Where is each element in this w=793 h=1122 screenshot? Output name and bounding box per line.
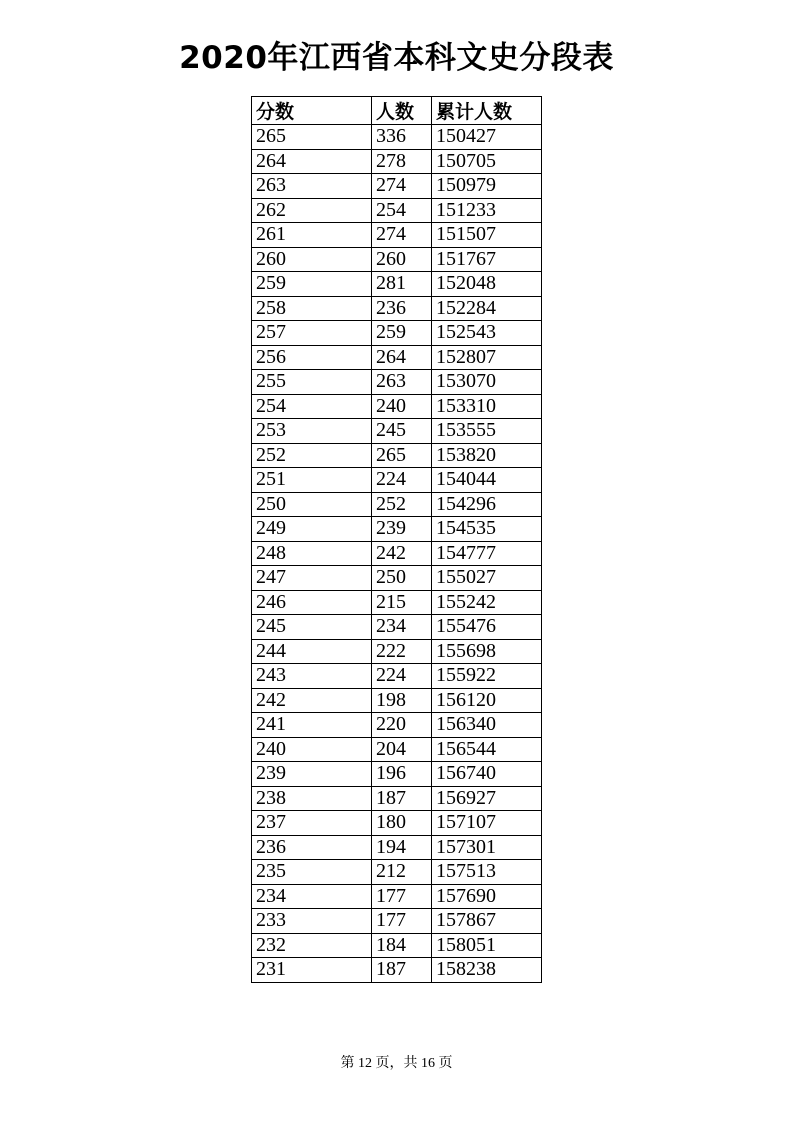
cell-score: 235 [252,860,372,885]
cell-count: 252 [372,492,432,517]
cell-cumulative: 154777 [432,541,542,566]
table-row [252,419,542,444]
cell-count: 336 [372,125,432,150]
cell-score: 242 [252,688,372,713]
table-row [252,198,542,223]
cell-score: 244 [252,639,372,664]
cell-count: 259 [372,321,432,346]
table-row [252,272,542,297]
cell-count: 224 [372,468,432,493]
table-row [252,394,542,419]
cell-cumulative: 157690 [432,884,542,909]
cell-score: 263 [252,174,372,199]
cell-cumulative: 157867 [432,909,542,934]
table-row [252,345,542,370]
cell-count: 281 [372,272,432,297]
cell-count: 196 [372,762,432,787]
cell-count: 274 [372,174,432,199]
cell-score: 231 [252,958,372,983]
header-cumulative: 累计人数 [432,97,542,125]
cell-cumulative: 157301 [432,835,542,860]
cell-score: 250 [252,492,372,517]
table-row [252,884,542,909]
page-footer: 第 12 页，共 16 页 [340,1056,453,1071]
page-title: 2020年江西省本科文史分段表 [179,40,614,76]
cell-cumulative: 153310 [432,394,542,419]
header-count: 人数 [372,97,432,125]
cell-cumulative: 155698 [432,639,542,664]
table-body [252,125,542,983]
cell-count: 264 [372,345,432,370]
cell-count: 187 [372,958,432,983]
cell-score: 239 [252,762,372,787]
cell-score: 256 [252,345,372,370]
header-score: 分数 [252,97,372,125]
cell-cumulative: 158238 [432,958,542,983]
table-row [252,664,542,689]
table-row [252,688,542,713]
cell-count: 239 [372,517,432,542]
table-row [252,370,542,395]
cell-score: 252 [252,443,372,468]
cell-cumulative: 151507 [432,223,542,248]
table-row [252,762,542,787]
table-row [252,541,542,566]
cell-score: 238 [252,786,372,811]
cell-score: 249 [252,517,372,542]
table-row [252,174,542,199]
cell-score: 245 [252,615,372,640]
table-row [252,737,542,762]
cell-cumulative: 151767 [432,247,542,272]
table-row [252,615,542,640]
table-row [252,443,542,468]
cell-cumulative: 155476 [432,615,542,640]
cell-cumulative: 156340 [432,713,542,738]
cell-score: 261 [252,223,372,248]
cell-cumulative: 154535 [432,517,542,542]
table-row [252,223,542,248]
cell-count: 194 [372,835,432,860]
table-row [252,296,542,321]
cell-count: 236 [372,296,432,321]
cell-count: 254 [372,198,432,223]
cell-score: 260 [252,247,372,272]
table-row [252,713,542,738]
table-row [252,492,542,517]
cell-score: 253 [252,419,372,444]
table-row [252,786,542,811]
cell-count: 224 [372,664,432,689]
cell-score: 234 [252,884,372,909]
table-row [252,566,542,591]
cell-score: 262 [252,198,372,223]
cell-cumulative: 157513 [432,860,542,885]
cell-cumulative: 156927 [432,786,542,811]
cell-cumulative: 152543 [432,321,542,346]
cell-score: 232 [252,933,372,958]
cell-cumulative: 150979 [432,174,542,199]
cell-cumulative: 155922 [432,664,542,689]
cell-count: 212 [372,860,432,885]
cell-count: 184 [372,933,432,958]
cell-count: 204 [372,737,432,762]
cell-score: 251 [252,468,372,493]
cell-cumulative: 154044 [432,468,542,493]
cell-count: 222 [372,639,432,664]
cell-count: 260 [372,247,432,272]
cell-count: 242 [372,541,432,566]
cell-score: 248 [252,541,372,566]
cell-count: 245 [372,419,432,444]
table-row [252,149,542,174]
cell-count: 187 [372,786,432,811]
score-segment-table [251,96,542,983]
cell-cumulative: 155242 [432,590,542,615]
cell-score: 243 [252,664,372,689]
cell-cumulative: 153555 [432,419,542,444]
cell-cumulative: 150427 [432,125,542,150]
cell-score: 237 [252,811,372,836]
cell-cumulative: 158051 [432,933,542,958]
table-row [252,860,542,885]
cell-count: 215 [372,590,432,615]
cell-count: 250 [372,566,432,591]
cell-score: 257 [252,321,372,346]
table-header-row [252,97,542,125]
cell-count: 220 [372,713,432,738]
table-row [252,933,542,958]
cell-score: 240 [252,737,372,762]
cell-cumulative: 153070 [432,370,542,395]
cell-score: 241 [252,713,372,738]
cell-cumulative: 152807 [432,345,542,370]
table-row [252,125,542,150]
table-row [252,909,542,934]
cell-score: 259 [252,272,372,297]
table-row [252,468,542,493]
table-row [252,639,542,664]
cell-cumulative: 150705 [432,149,542,174]
cell-count: 263 [372,370,432,395]
cell-cumulative: 152284 [432,296,542,321]
cell-count: 240 [372,394,432,419]
cell-count: 198 [372,688,432,713]
cell-cumulative: 157107 [432,811,542,836]
table-row [252,835,542,860]
cell-cumulative: 155027 [432,566,542,591]
cell-count: 274 [372,223,432,248]
cell-score: 236 [252,835,372,860]
cell-score: 247 [252,566,372,591]
cell-count: 177 [372,909,432,934]
cell-count: 265 [372,443,432,468]
cell-score: 265 [252,125,372,150]
table-row [252,247,542,272]
table-row [252,321,542,346]
cell-score: 254 [252,394,372,419]
cell-cumulative: 151233 [432,198,542,223]
cell-score: 258 [252,296,372,321]
cell-cumulative: 156120 [432,688,542,713]
cell-count: 234 [372,615,432,640]
table-row [252,590,542,615]
table-row [252,811,542,836]
cell-cumulative: 152048 [432,272,542,297]
cell-score: 246 [252,590,372,615]
table-row [252,517,542,542]
table-row [252,958,542,983]
cell-score: 233 [252,909,372,934]
cell-count: 180 [372,811,432,836]
cell-score: 255 [252,370,372,395]
cell-cumulative: 154296 [432,492,542,517]
cell-score: 264 [252,149,372,174]
cell-count: 278 [372,149,432,174]
cell-cumulative: 153820 [432,443,542,468]
cell-count: 177 [372,884,432,909]
cell-cumulative: 156740 [432,762,542,787]
cell-cumulative: 156544 [432,737,542,762]
